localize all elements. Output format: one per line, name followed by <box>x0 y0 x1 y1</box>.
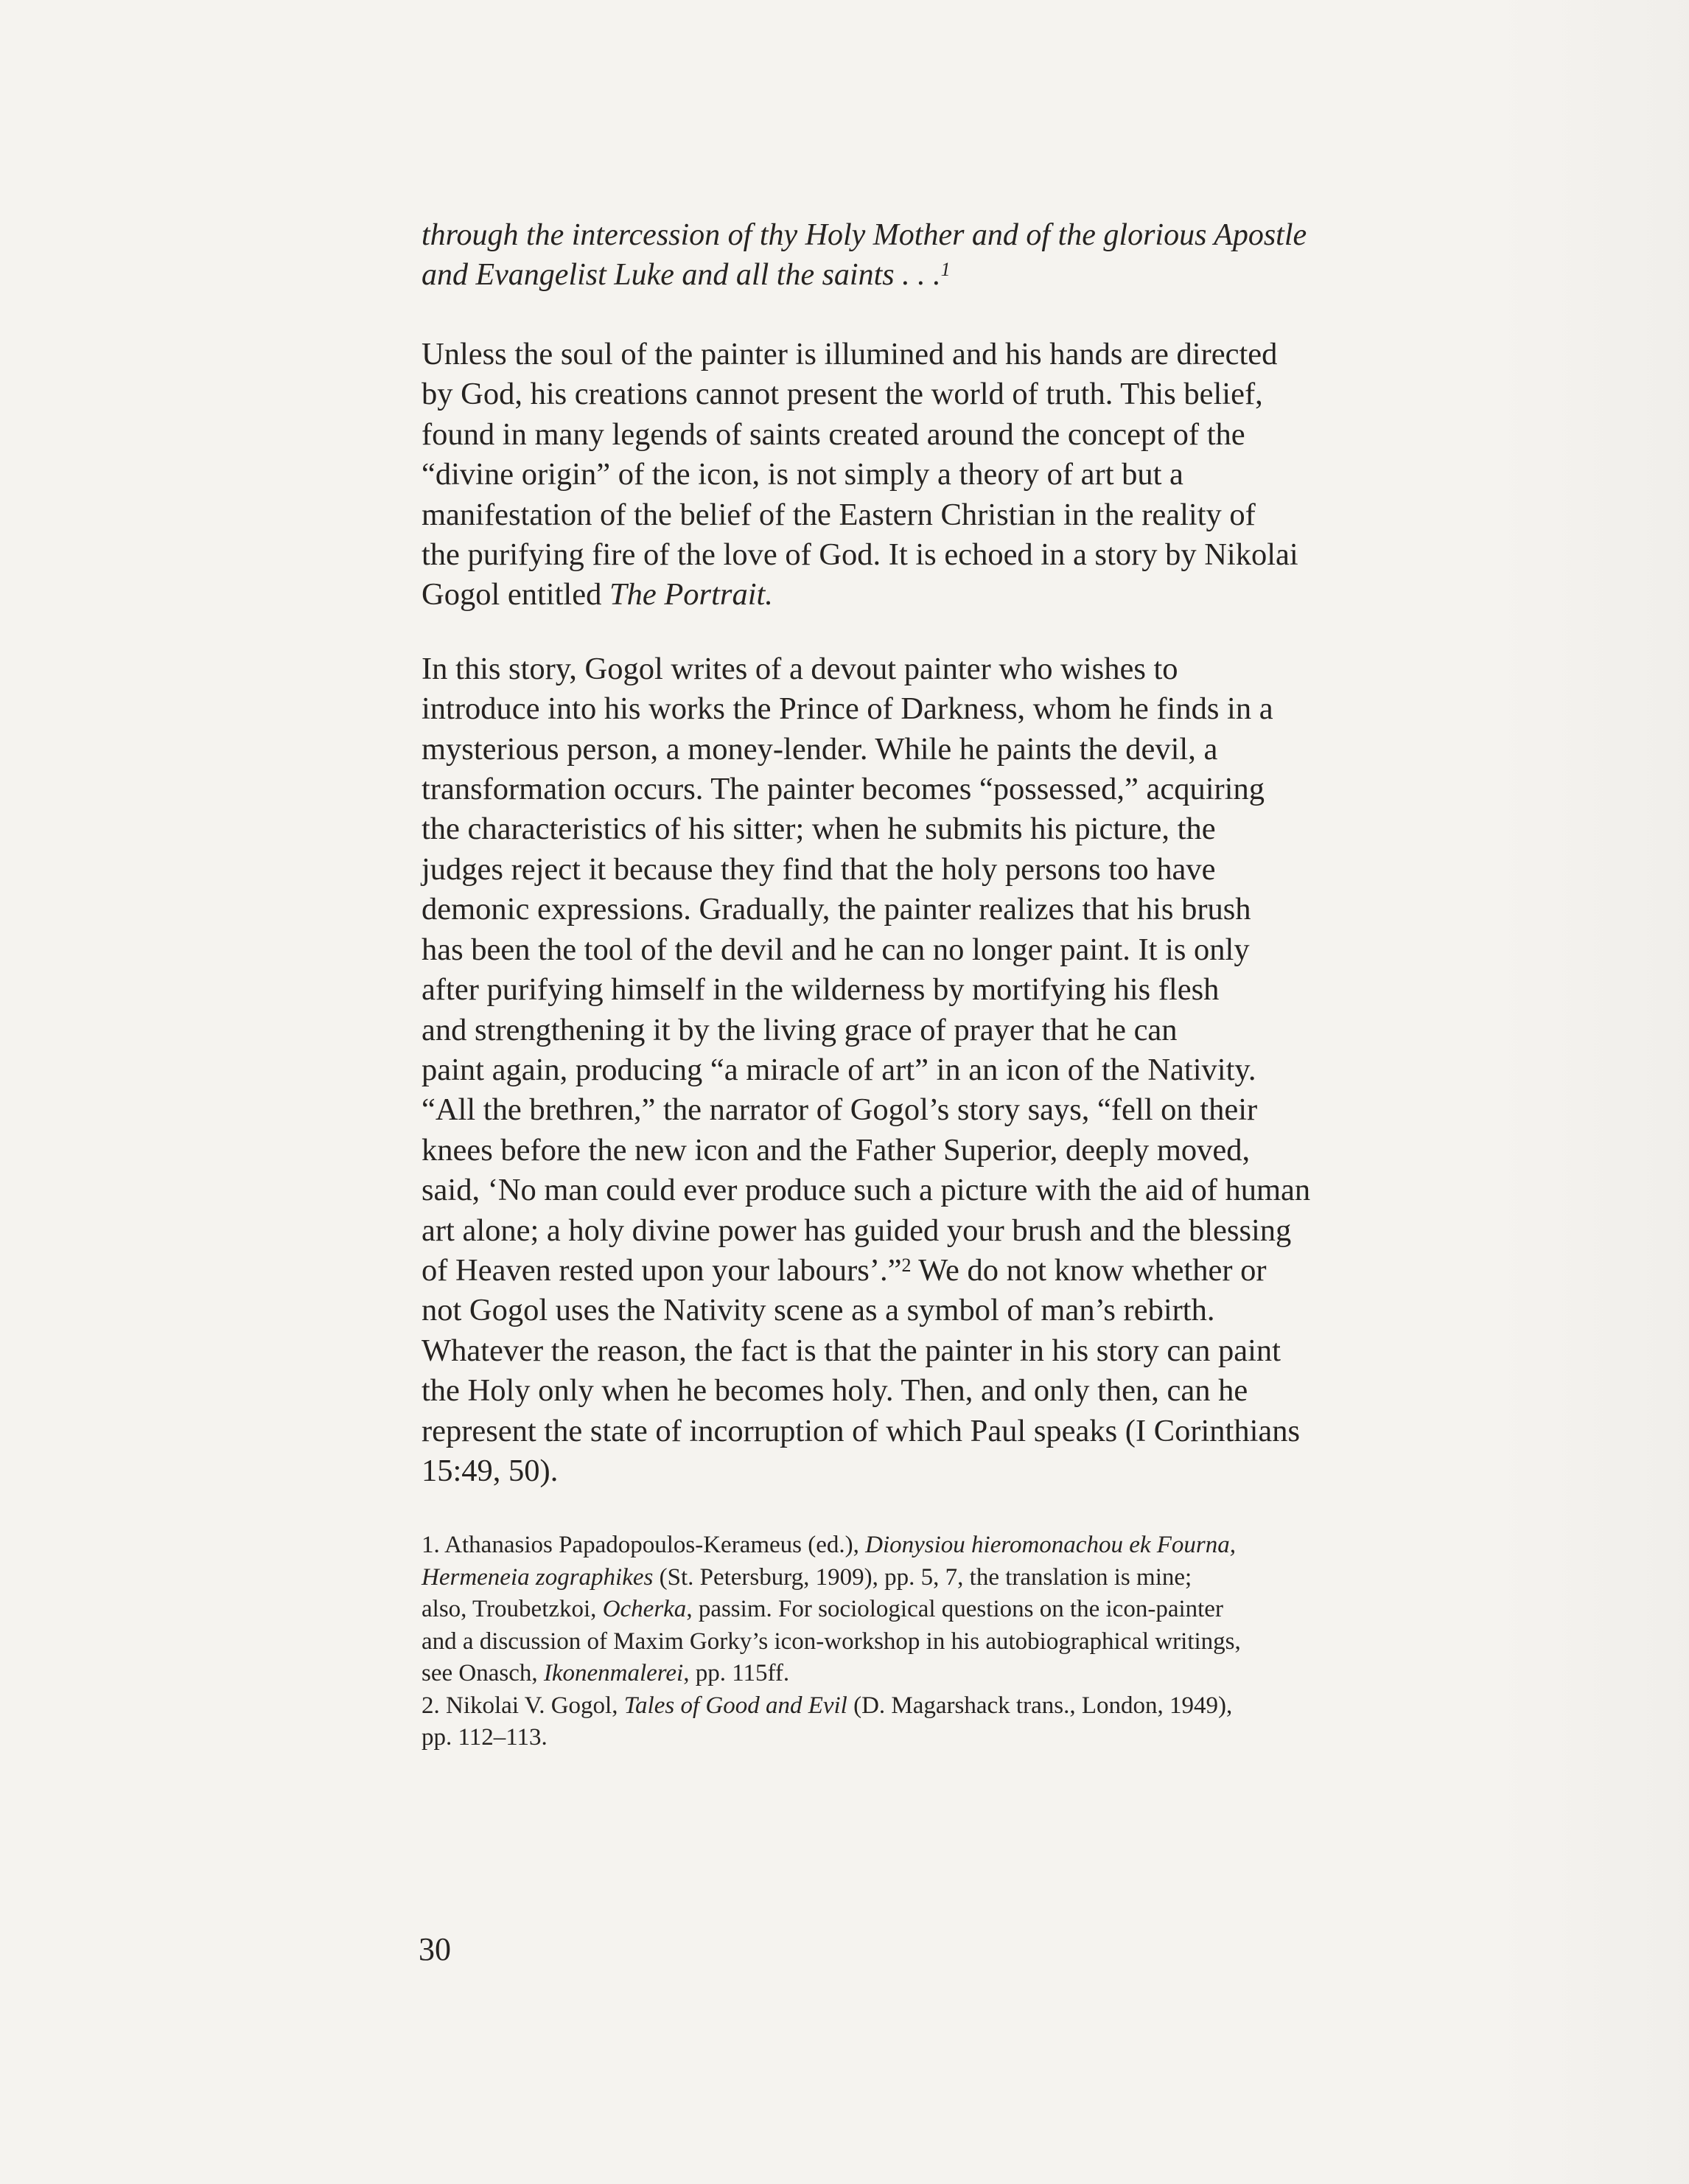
footnote-1-line <box>422 1562 1453 1594</box>
footnote-text: 2. Nikolai V. Gogol, <box>422 1692 624 1719</box>
paragraph-line: introduce into his works the Prince of Darkness, whom he finds in a <box>422 691 1273 727</box>
paper-edge-shadow <box>1497 0 1689 2184</box>
paragraph-line: represent the state of incorruption of which Paul speaks (I Corinthians <box>422 1413 1301 1448</box>
paragraph-last-line <box>422 575 1453 615</box>
quote-line-with-ref <box>422 255 1453 295</box>
paragraph-line: Whatever the reason, the fact is that the painter in his story can paint <box>422 1333 1281 1368</box>
footnote-text: 1. Athanasios Papadopoulos-Kerameus (ed.), <box>422 1532 866 1559</box>
paragraph-line: “divine origin” of the icon, is not simply a theory of art but a <box>422 457 1183 492</box>
paragraph-line: knees before the new icon and the Father Superior, deeply moved, <box>422 1132 1251 1168</box>
footnote-2-line <box>422 1690 1453 1723</box>
footnote-text: (St. Petersburg, 1909), pp. 5, 7, the translation is mine; <box>653 1563 1192 1591</box>
footnote-1-line <box>422 1658 1453 1690</box>
paragraph-1 <box>422 335 1453 615</box>
footnote-2-line: pp. 112–113. <box>422 1724 548 1751</box>
paragraph-line: said, ‘No man could ever produce such a picture with the aid of human <box>422 1173 1311 1208</box>
italic-quote <box>422 215 1453 295</box>
paragraph-line-text: of Heaven rested upon your labours’.” <box>422 1252 902 1288</box>
page-number: 30 <box>419 1931 451 1967</box>
paragraph-line: paint again, producing “a miracle of art” in an icon of the Nativity. <box>422 1052 1256 1087</box>
paragraph-line: demonic expressions. Gradually, the painter realizes that his brush <box>422 892 1251 927</box>
footnote-1-line <box>422 1594 1453 1626</box>
paragraph-line: the purifying fire of the love of God. It is echoed in a story by Nikolai <box>422 537 1298 573</box>
paragraph-line: not Gogol uses the Nativity scene as a symbol of man’s rebirth. <box>422 1293 1215 1328</box>
paragraph-line: the characteristics of his sitter; when he submits his picture, the <box>422 812 1216 847</box>
paragraph-line: found in many legends of saints created around the concept of the <box>422 416 1245 452</box>
paragraph-line-text: Gogol entitled <box>422 577 609 613</box>
footnote-text: also, Troubetzkoi, <box>422 1596 603 1623</box>
paragraph-line-with-ref <box>422 1251 1453 1291</box>
quote-line-text: and Evangelist Luke and all the saints . . . <box>422 258 941 292</box>
footnote-text: , passim. For sociological questions on the icon-painter <box>686 1596 1223 1623</box>
paragraph-line: art alone; a holy divine power has guided your brush and the blessing <box>422 1213 1292 1248</box>
footnote-1-line <box>422 1529 1453 1562</box>
paragraph-line: judges reject it because they find that the holy persons too have <box>422 851 1216 887</box>
footnote-title: Dionysiou hieromonachou ek Fourna, <box>865 1532 1236 1559</box>
footnote-text: , pp. 115ff. <box>683 1660 790 1687</box>
paragraph-line-text: We do not know whether or <box>911 1252 1267 1288</box>
paragraph-line: has been the tool of the devil and he can no longer paint. It is only <box>422 932 1250 967</box>
footnote-text: (D. Magarshack trans., London, 1949), <box>847 1692 1233 1719</box>
paragraph-line: by God, his creations cannot present the world of truth. This belief, <box>422 377 1263 412</box>
paragraph-line: “All the brethren,” the narrator of Gogol’s story says, “fell on their <box>422 1092 1258 1128</box>
work-title: The Portrait. <box>609 577 773 613</box>
footnote-ref-2: 2 <box>901 1254 912 1276</box>
paragraph-2 <box>422 649 1453 1492</box>
quote-line: through the intercession of thy Holy Mother and of the glorious Apostle <box>422 218 1307 252</box>
paragraph-line: Unless the soul of the painter is illumined and his hands are directed <box>422 337 1278 371</box>
footnote-ref-1: 1 <box>940 259 951 280</box>
paragraph-line: mysterious person, a money-lender. While he paints the devil, a <box>422 731 1218 767</box>
footnote-text: see Onasch, <box>422 1660 544 1687</box>
paragraph-line: and strengthening it by the living grace of prayer that he can <box>422 1012 1178 1047</box>
footnotes <box>422 1529 1453 1754</box>
paragraph-line: after purifying himself in the wilderness by mortifying his flesh <box>422 972 1220 1008</box>
footnote-1-line: and a discussion of Maxim Gorky’s icon-workshop in his autobiographical writings, <box>422 1627 1241 1655</box>
paragraph-line: 15:49, 50). <box>422 1453 559 1488</box>
footnote-title: Ocherka <box>602 1596 687 1623</box>
paragraph-line: manifestation of the belief of the Eastern Christian in the reality of <box>422 497 1256 532</box>
text-column <box>422 215 1453 1754</box>
paragraph-line: transformation occurs. The painter becomes “possessed,” acquiring <box>422 772 1265 807</box>
paragraph-line: In this story, Gogol writes of a devout painter who wishes to <box>422 651 1178 686</box>
footnote-title: Hermeneia zographikes <box>422 1563 654 1591</box>
footnote-title: Tales of Good and Evil <box>623 1692 847 1719</box>
footnote-title: Ikonenmalerei <box>543 1660 684 1687</box>
paragraph-line: the Holy only when he becomes holy. Then, and only then, can he <box>422 1373 1248 1409</box>
